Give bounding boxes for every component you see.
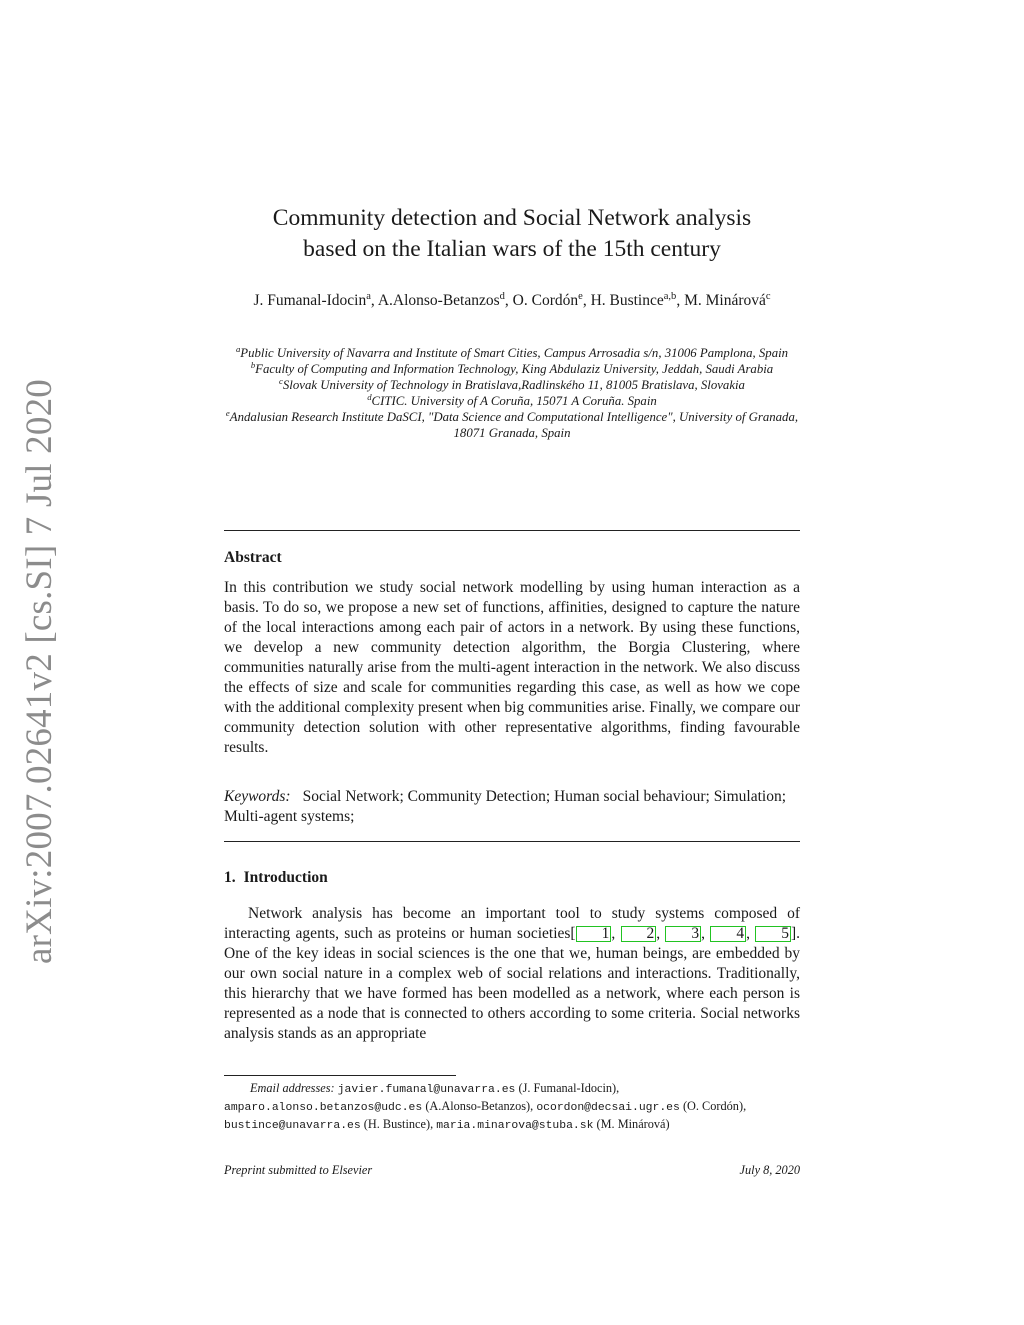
author: A.Alonso-Betanzos$^d$ [377,291,505,309]
abstract-bottom-rule [224,841,800,842]
affiliation: $^a$Public University of Navarra and Institute of Smart Cities, Campus Arrosadia s/n, 31006 Pamplona, Spain [235,344,789,360]
email-address[interactable]: ocordon@decsai.ugr.es [536,1102,680,1114]
abstract-heading: Abstract [224,549,282,566]
author: H. Bustince$^{a,b}$ [590,291,677,309]
abstract-top-rule [224,530,800,531]
citation-link[interactable]: 3 [665,926,701,942]
arxiv-sidebar [12,378,66,964]
arxiv-identifier: arXiv:2007.02641v2 [cs.SI] 7 Jul 2020 [18,378,60,964]
abstract-text: In this contribution we study social network modelling by using human interaction as a basis. To do so, we propose a new set of functions, affinities, designed to capture the nature of the local interactions among each pair of actors in a network. By using these functions, we develop a new community detection algorithm, the Borgia Clustering, where communities naturally arise from the multi-agent interaction in the network. We also discuss the effects of size and scale for communities regarding this case, as well as how we cope with the additional complexity present when big communities arise. Finally, we compare our community detection solution with other representative algorithms, finding favourable results. [224,579,800,756]
email-address[interactable]: amparo.alonso.betanzos@udc.es [224,1102,423,1114]
citation-link[interactable]: 4 [710,926,746,942]
introduction-paragraph: Network analysis has become an important tool to study systems composed of interacting agents, such as proteins or human societies[ 1 , 2 , 3 , 4 , 5 ]. One of the key ideas in social sciences is the one that we, human beings, are embedded by our own social nature in a complex web of social relations and interactions. Traditionally, this hierarchy that we have formed has been modelled as a network, where each person is represented as a node that is connected to others according to some criteria. Social networks analysis stands as an appropriate [224,905,801,1042]
footnote-rule [224,1075,456,1076]
affiliation: $^b$Faculty of Computing and Information Technology, King Abdulaziz University, Jeddah, Saudi Arabia [250,360,774,376]
keywords-label: Keywords: [224,788,291,805]
footnote-label: Email addresses: [250,1081,335,1095]
email-address[interactable]: javier.fumanal@unavarra.es [337,1084,516,1096]
author: M. Minárová$^c$ [684,291,771,309]
affiliation-list [216,345,808,441]
keywords-text: Social Network; Community Detection; Human social behaviour; Simulation; Multi-agent systems; [224,788,787,825]
citation-link[interactable]: 5 [755,926,791,942]
email-address[interactable]: maria.minarova@stuba.sk [436,1120,594,1132]
author-list: J. Fumanal-Idocin$^a$, A.Alonso-Betanzos$^d$, O. Cordón$^e$, H. Bustince$^{a,b}$, M. Minárová$^c$ [253,291,771,309]
affiliation: $^e$Andalusian Research Institute DaSCI, "Data Science and Computational Intelligence", University of Granada, 18071 Granada, Spain [225,408,799,440]
title-line-1: Community detection and Social Network analysis [272,205,752,231]
citation-link[interactable]: 1 [576,926,612,942]
footer-date: July 8, 2020 [739,1163,800,1177]
paper-title [224,203,800,265]
affiliation: $^d$CITIC. University of A Coruña, 15071 A Coruña. Spain [367,392,657,408]
section-heading-introduction [224,869,328,887]
email-address[interactable]: bustince@unavarra.es [224,1120,361,1132]
email-footnote: Email addresses: javier.fumanal@unavarra.es (J. Fumanal-Idocin), amparo.alonso.betanzos@udc.es (A.Alonso-Betanzos), ocordon@decsai.ugr.es (O. Cordón), bustince@unavarra.es (H. Bustince), maria.minarova@stuba.sk (M. Minárová) [224,1081,747,1132]
citation-link[interactable]: 2 [621,926,657,942]
section-title: Introduction [243,869,328,886]
author: J. Fumanal-Idocin$^a$ [253,291,371,309]
title-line-2: based on the Italian wars of the 15th century [303,236,721,262]
section-number: 1. [224,869,236,886]
author: O. Cordón$^e$ [512,291,583,309]
affiliation: $^c$Slovak University of Technology in Bratislava,Radlinského 11, 81005 Bratislava, Slovakia [279,376,745,392]
footer-preprint-note: Preprint submitted to Elsevier [224,1163,373,1177]
keywords [224,787,800,827]
